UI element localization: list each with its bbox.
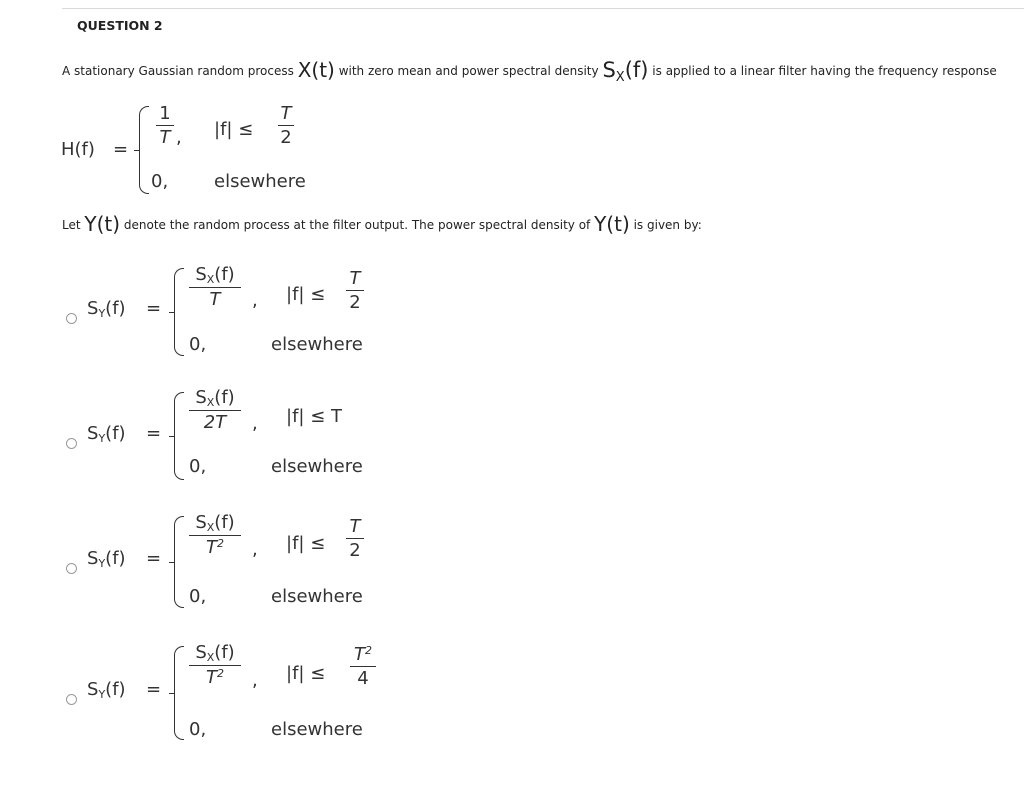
process-x: X(t) [297,58,335,82]
question-title: QUESTION 2 [77,18,163,33]
top-divider [62,8,1024,9]
hf-fraction: 1 T [156,103,174,148]
question-intro: A stationary Gaussian random process X(t) with zero mean and power spectral density $S_X(f)$ is applied to a linear filter having the frequency response [62,58,997,85]
radio-option-4[interactable] [66,694,77,705]
question-let: Let Y(t) denote the random process at the filter output. The power spectral density of Y(t) is given by: [62,212,702,236]
radio-option-1[interactable] [66,313,77,324]
process-y: Y(t) [84,212,121,236]
hf-cond-fraction: T 2 [278,103,294,148]
radio-option-3[interactable] [66,563,77,574]
hf-brace [139,106,149,194]
radio-option-2[interactable] [66,438,77,449]
psd-symbol: $S_X(f)$ [602,58,649,85]
